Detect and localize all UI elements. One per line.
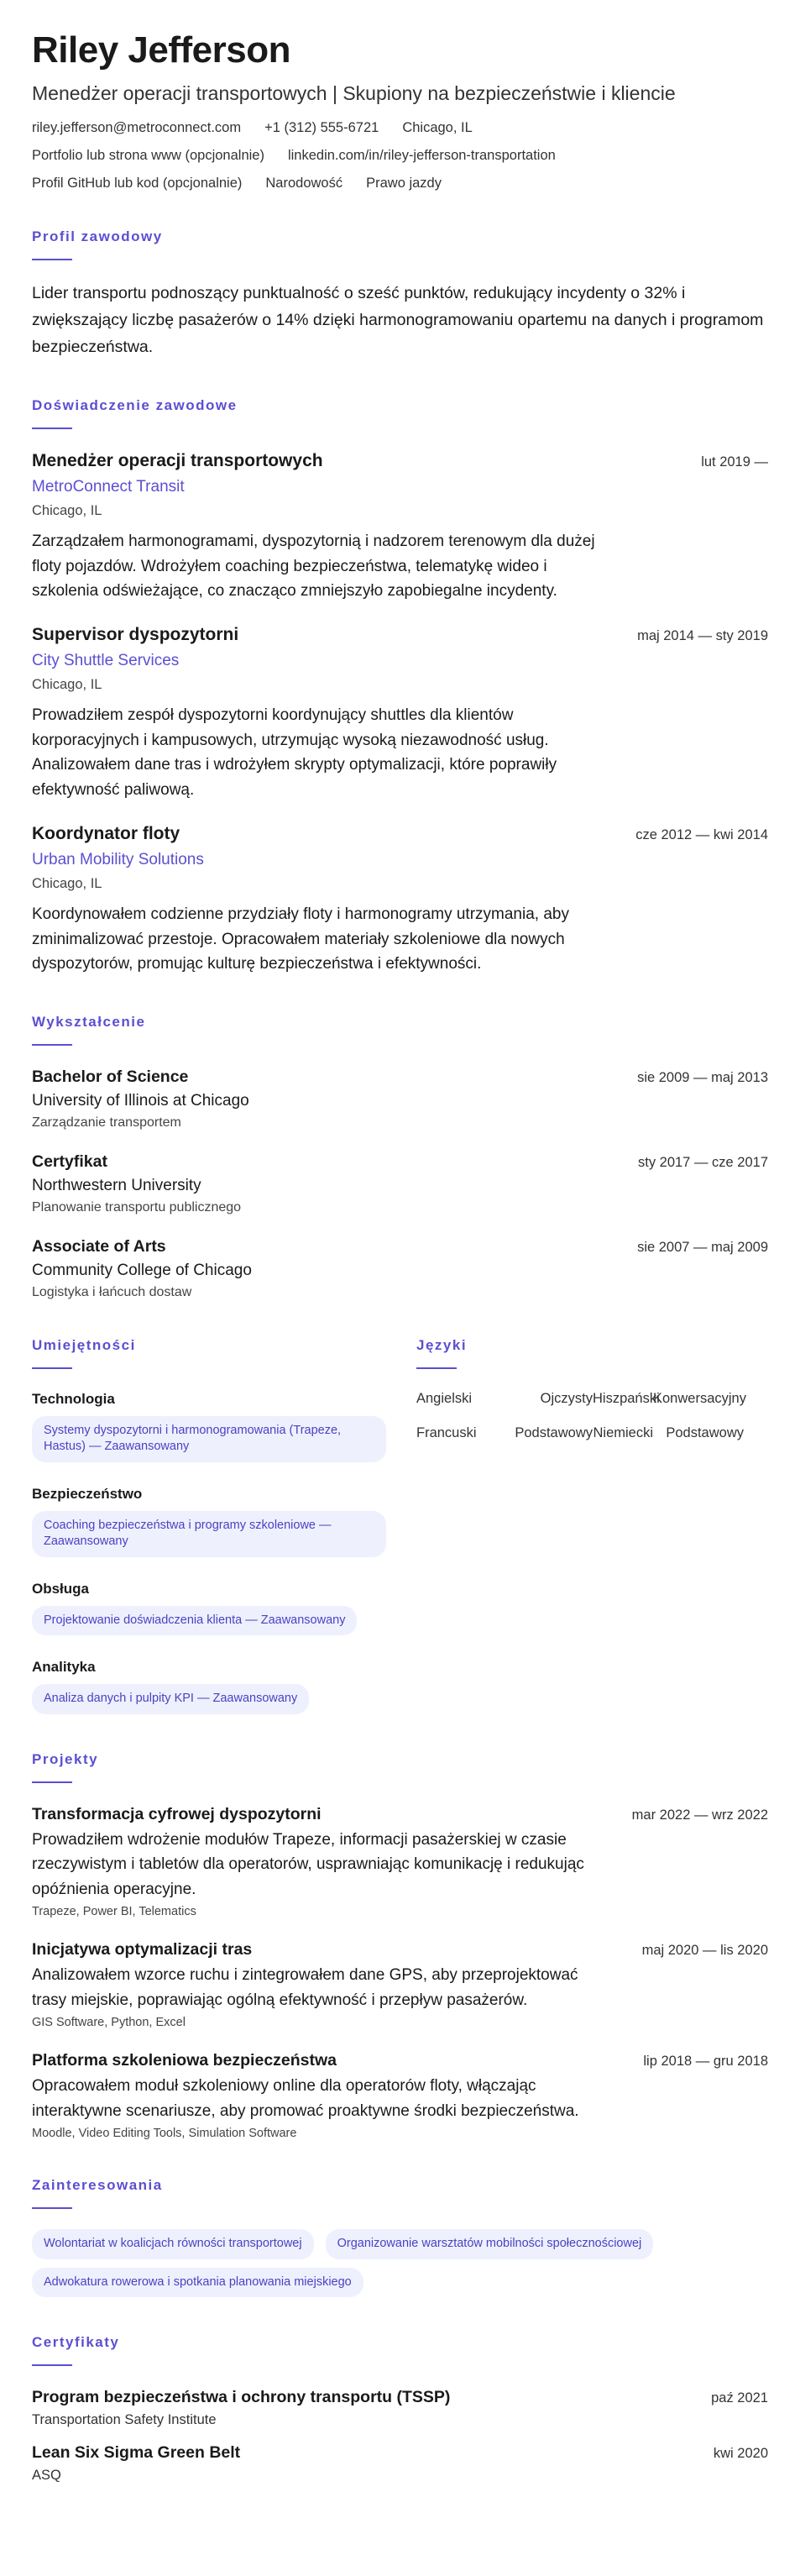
job-description: Koordynowałem codzienne przydziały floty i harmonogramy utrzymania, aby zminimalizować przestoje. Opracowałem materiały szkoleniowe dla nowych dyspozytorów, promując kulturę bezpieczeństwa i efektywności. (32, 905, 569, 973)
section-divider (32, 259, 72, 260)
language-name: Angielski (416, 1390, 473, 1406)
contact-row-1 (32, 120, 768, 136)
project-dates: maj 2020 — lis 2020 (641, 1943, 768, 1959)
certification-name: Lean Six Sigma Green Belt (32, 2443, 241, 2463)
location: Chicago, IL (402, 120, 473, 136)
section-divider (32, 1367, 72, 1369)
profile-summary: Lider transportu podnoszący punktualność o sześć punktów, redukujący incydenty o 32% i zwiększający liczbę pasażerów o 14% dzięki harmonogramowaniu opartemu na danych i programom bezpieczeństwa. (32, 284, 764, 356)
job-location: Chicago, IL (32, 876, 102, 892)
interest-chip: Wolontariat w koalicjach równości transportowej (32, 2229, 314, 2259)
github-link[interactable]: Profil GitHub lub kod (opcjonalnie) (32, 176, 243, 191)
section-title: Zainteresowania (32, 2176, 163, 2193)
portfolio-link[interactable]: Portfolio lub strona www (opcjonalnie) (32, 148, 264, 164)
education-dates: sie 2009 — maj 2013 (637, 1069, 768, 1085)
language-name: Hiszpański (593, 1390, 660, 1406)
language-name: Niemiecki (593, 1424, 653, 1440)
education-section (32, 1014, 768, 1300)
language-level: Podstawowy (666, 1424, 744, 1440)
profile-section (32, 228, 768, 360)
phone[interactable]: +1 (312) 555-6721 (264, 120, 379, 136)
experience-entry (32, 625, 768, 802)
interest-chip: Organizowanie warsztatów mobilności społecznościowej (326, 2229, 654, 2259)
section-divider (416, 1367, 457, 1369)
education-dates: sty 2017 — cze 2017 (637, 1154, 768, 1170)
language-level: Konwersacyjny (653, 1390, 746, 1406)
section-title: Języki (416, 1336, 468, 1353)
company-name: Urban Mobility Solutions (32, 851, 204, 869)
experience-section (32, 397, 768, 976)
project-description: Analizowałem wzorce ruchu i zintegrowałem dane GPS, aby przeprojektować trasy miejskie, poprawiając ogólną efektywność i przepływ pasażerów. (32, 1966, 578, 2009)
project-tech: Trapeze, Power BI, Telematics (32, 1905, 196, 1919)
interest-chip: Adwokatura rowerowa i spotkania planowania miejskiego (32, 2268, 363, 2298)
job-location: Chicago, IL (32, 677, 102, 693)
contact-row-3 (32, 176, 768, 191)
skill-chip: Analiza danych i pulpity KPI — Zaawansowany (32, 1684, 309, 1714)
certifications-section (32, 2334, 768, 2484)
job-dates: maj 2014 — sty 2019 (637, 628, 768, 644)
education-entry (32, 1068, 768, 1131)
degree: Certyfikat (32, 1152, 107, 1171)
skill-category: Bezpieczeństwo (32, 1485, 143, 1502)
contact-row-2 (32, 148, 768, 164)
skill-chip: Coaching bezpieczeństwa i programy szkoleniowe — Zaawansowany (32, 1511, 386, 1557)
skill-category: Technologia (32, 1390, 115, 1407)
certification-name: Program bezpieczeństwa i ochrony transportu (TSSP) (32, 2388, 451, 2407)
certification-date: kwi 2020 (713, 2446, 768, 2462)
section-divider (32, 2207, 72, 2209)
skill-category: Obsługa (32, 1580, 90, 1597)
certification-issuer: Transportation Safety Institute (32, 2412, 217, 2428)
school-name: Northwestern University (32, 1176, 201, 1194)
project-name: Transformacja cyfrowej dyspozytorni (32, 1804, 322, 1823)
project-description: Opracowałem moduł szkoleniowy online dla operatorów floty, włączając interaktywne scenariusze, aby promować proaktywne środki bezpieczeństwa. (32, 2077, 579, 2120)
certification-entry (32, 2443, 768, 2484)
degree: Associate of Arts (32, 1236, 166, 1256)
email[interactable]: riley.jefferson@metroconnect.com (32, 120, 242, 136)
section-divider (32, 1781, 72, 1783)
job-dates: cze 2012 — kwi 2014 (635, 827, 768, 843)
project-name: Platforma szkoleniowa bezpieczeństwa (32, 2051, 337, 2070)
skills-section (32, 1337, 416, 1714)
skills-languages-row (32, 1337, 768, 1714)
certification-issuer: ASQ (32, 2468, 61, 2484)
project-dates: lip 2018 — gru 2018 (643, 2054, 768, 2070)
experience-entry (32, 824, 768, 976)
language-level: Podstawowy (515, 1424, 593, 1440)
section-title: Umiejętności (32, 1336, 136, 1353)
school-name: Community College of Chicago (32, 1261, 252, 1279)
job-title: Menedżer operacji transportowych (32, 451, 323, 471)
section-title: Profil zawodowy (32, 228, 163, 245)
project-tech: GIS Software, Python, Excel (32, 2016, 186, 2030)
skill-category: Analityka (32, 1659, 96, 1676)
degree: Bachelor of Science (32, 1067, 189, 1086)
section-title: Doświadczenie zawodowe (32, 397, 238, 414)
job-description: Zarządzałem harmonogramami, dyspozytornią i nadzorem terenowym dla dużej floty pojazdów. Wdrożyłem coaching bezpieczeństwa, telematykę wideo i szkolenia odświeżające, co znacząco zmniejszyło zapobiegalne incydenty. (32, 533, 595, 600)
drivers-license: Prawo jazdy (366, 176, 442, 191)
section-divider (32, 2364, 72, 2366)
project-dates: mar 2022 — wrz 2022 (631, 1807, 768, 1823)
language-level: Ojczysty (540, 1390, 593, 1406)
languages-section (416, 1337, 768, 1714)
section-title: Projekty (32, 1750, 99, 1767)
certification-entry (32, 2388, 768, 2428)
project-name: Inicjatywa optymalizacji tras (32, 1940, 253, 1960)
section-title: Certyfikaty (32, 2334, 120, 2351)
job-title: Koordynator floty (32, 824, 180, 844)
candidate-name: Riley Jefferson (32, 29, 290, 71)
school-name: University of Illinois at Chicago (32, 1091, 249, 1110)
education-entry (32, 1152, 768, 1215)
project-tech: Moodle, Video Editing Tools, Simulation Software (32, 2126, 297, 2140)
skill-chip: Systemy dyspozytorni i harmonogramowania (Trapeze, Hastus) — Zaawansowany (32, 1416, 386, 1462)
nationality: Narodowość (265, 176, 343, 191)
language-name: Francuski (416, 1424, 477, 1440)
headline: Menedżer operacji transportowych | Skupiony na bezpieczeństwie i kliencie (32, 82, 676, 105)
section-title: Wykształcenie (32, 1013, 146, 1030)
projects-section (32, 1751, 768, 2140)
job-dates: lut 2019 — (701, 454, 768, 470)
project-entry (32, 1940, 768, 2029)
interests-list (32, 2229, 720, 2297)
job-description: Prowadziłem zespół dyspozytorni koordynujący shuttles dla klientów korporacyjnych i kampusowych, utrzymując wysoką niezawodność usług. Analizowałem dane tras i wdrożyłem skrypty optymalizacji, które poprawiły efektywność paliwową. (32, 706, 557, 799)
interests-section (32, 2177, 768, 2297)
job-location: Chicago, IL (32, 503, 102, 519)
section-divider (32, 1044, 72, 1046)
education-dates: sie 2007 — maj 2009 (637, 1239, 768, 1255)
skill-chip: Projektowanie doświadczenia klienta — Zaawansowany (32, 1606, 357, 1636)
section-divider (32, 428, 72, 429)
languages-grid (416, 1391, 768, 1441)
project-description: Prowadziłem wdrożenie modułów Trapeze, informacji pasażerskiej w czasie rzeczywistym i tabletów dla operatorów, usprawniając komunikację i redukując opóźnienia operacyjne. (32, 1830, 584, 1898)
company-name: City Shuttle Services (32, 652, 180, 670)
field-of-study: Zarządzanie transportem (32, 1115, 181, 1130)
education-entry (32, 1237, 768, 1300)
company-name: MetroConnect Transit (32, 478, 185, 496)
field-of-study: Planowanie transportu publicznego (32, 1199, 242, 1215)
certification-date: paź 2021 (711, 2390, 768, 2406)
field-of-study: Logistyka i łańcuch dostaw (32, 1284, 192, 1299)
job-title: Supervisor dyspozytorni (32, 625, 239, 645)
experience-entry (32, 451, 768, 603)
project-entry (32, 2051, 768, 2140)
linkedin-link[interactable]: linkedin.com/in/riley-jefferson-transportation (287, 148, 556, 164)
project-entry (32, 1805, 768, 1918)
